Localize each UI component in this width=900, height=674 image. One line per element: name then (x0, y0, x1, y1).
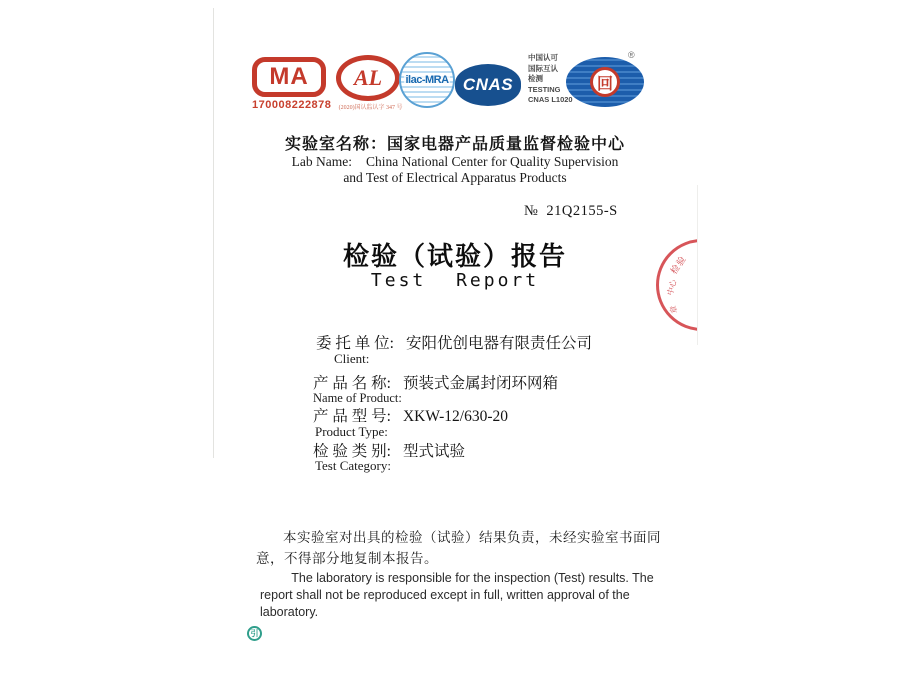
report-title-chinese: 检验（试验）报告 (342, 242, 567, 272)
field-product-name-row (313, 371, 558, 393)
accreditation-line: 中国认可 (528, 53, 558, 62)
field-test-category-label-en: Test Category: (315, 458, 391, 473)
disclaimer-english: The laboratory is responsible for the inspection (Test) results. The report shall not be reproduced except in full, written approval of the laboratory. (260, 571, 654, 619)
ilac-mra-globe-icon (399, 52, 455, 108)
teal-stamp-icon (247, 626, 262, 641)
red-seal-partial (600, 230, 697, 340)
cal-icon (336, 55, 400, 101)
report-number (524, 203, 618, 220)
teal-stamp-glyph: 引 (250, 628, 259, 638)
report-number-value: 21Q2155-S (546, 203, 618, 219)
cma-accreditation-logo (252, 57, 332, 111)
cma-icon (252, 57, 326, 97)
field-client-label-en: Client: (334, 351, 370, 366)
field-client-value: 安阳优创电器有限责任公司 (405, 335, 592, 352)
globe-emblem-icon (590, 67, 620, 97)
cal-accreditation-logo (336, 55, 402, 111)
red-seal-glyphs: 中心 (665, 278, 679, 297)
cma-label: MA (269, 63, 309, 90)
field-product-type-label-en: Product Type: (315, 424, 388, 439)
globe-emblem-glyph: 回 (596, 73, 613, 93)
accreditation-line: 国际互认 (528, 63, 558, 73)
field-product-name-label-cn: 产 品 名 称: (313, 375, 391, 392)
certification-globe-icon (566, 57, 644, 107)
field-client-row (316, 331, 592, 353)
cal-caption: (2020)国认监认字 347 号 (338, 104, 403, 111)
report-number-label: № (524, 203, 539, 219)
cma-certificate-number: 170008222878 (252, 99, 332, 111)
ilac-mra-label: ilac-MRA (405, 74, 449, 86)
field-product-name-label-en: Name of Product: (313, 391, 402, 405)
disclaimer-chinese: 本实验室对出具的检验（试验）结果负责，未经实验室书面同意，不得部分地复制本报告。 (256, 530, 661, 566)
field-product-type-value: XKW-12/630-20 (402, 408, 508, 425)
field-product-name-value: 预装式金属封闭环网箱 (402, 375, 558, 392)
red-seal-glyphs: 检验 (668, 253, 689, 276)
field-product-type-row (313, 404, 508, 426)
accreditation-line: TESTING (528, 84, 561, 94)
accreditation-line: CNAS L1020 (528, 95, 573, 104)
field-test-category-value: 型式试验 (402, 443, 465, 460)
lab-name-english-line1 (213, 154, 697, 170)
lab-name-english-text: China National Center for Quality Supervision (366, 154, 619, 169)
lab-name-english-line2: and Test of Electrical Apparatus Products (343, 170, 567, 185)
accreditation-line: 检测 (528, 74, 543, 83)
cnas-label: CNAS (462, 75, 514, 94)
field-test-category-label-cn: 检 验 类 别: (313, 443, 391, 460)
red-seal-glyphs: 章 (668, 304, 680, 315)
page-edge-left (213, 8, 214, 458)
cnas-logo-icon (455, 64, 521, 106)
page-edge-right (697, 185, 698, 345)
cal-label: AL (353, 65, 383, 90)
registered-trademark-symbol: ® (628, 50, 635, 60)
lab-name-label: Lab Name: (291, 154, 353, 169)
report-title-english: Test Report (370, 270, 540, 291)
field-client-label-cn: 委 托 单 位: (316, 335, 394, 352)
lab-name-chinese: 实验室名称：国家电器产品质量监督检验中心 (284, 136, 625, 153)
field-product-type-label-cn: 产 品 型 号: (313, 408, 391, 425)
